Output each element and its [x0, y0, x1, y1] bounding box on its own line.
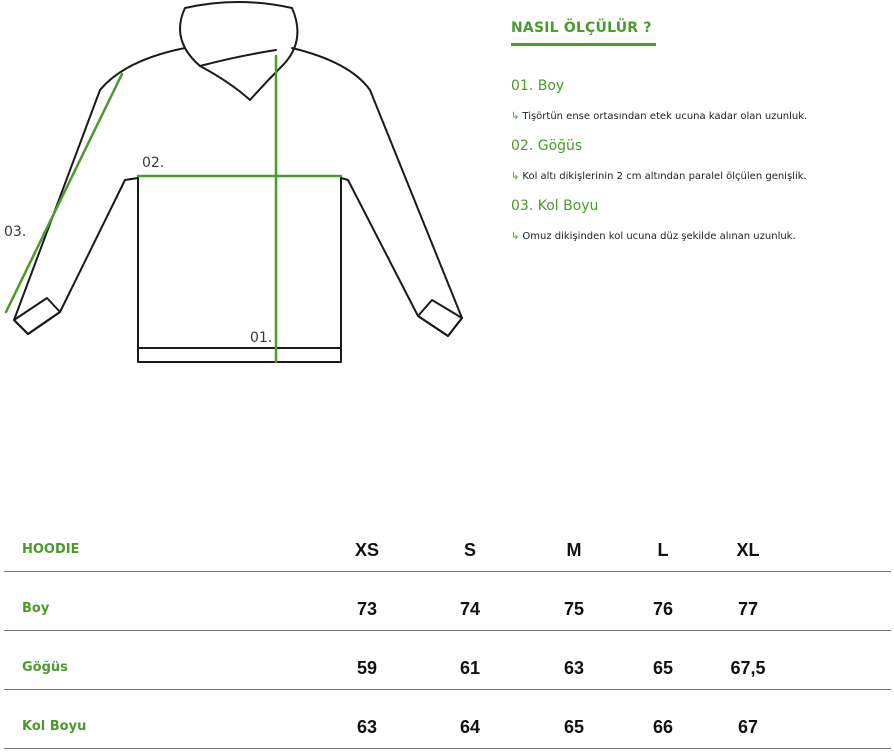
table-cell: 73 [356, 599, 378, 619]
table-cell: 75 [563, 599, 585, 619]
table-cell: 76 [652, 599, 674, 619]
size-header-xl: XL [736, 540, 760, 560]
diagram-label-boy: 01. [250, 330, 273, 346]
how-to-measure-title: NASIL ÖLÇÜLÜR ? [511, 20, 652, 36]
table-cell: 61 [459, 658, 481, 678]
table-cell: 66 [652, 717, 674, 737]
measure-desc-gogus: ↳ Kol altı dikişlerinin 2 cm altından paralel ölçülen genişlik. [511, 171, 807, 182]
size-header-xs: XS [354, 540, 379, 560]
table-product-label: HOODIE [22, 542, 80, 557]
arrow-icon: ↳ [511, 231, 520, 242]
table-cell: 67,5 [730, 658, 766, 678]
table-divider [4, 630, 891, 631]
diagram-label-gogus: 02. [142, 155, 165, 171]
measure-line-kol-boyu [6, 74, 122, 312]
size-header-s: S [463, 540, 476, 560]
arrow-icon: ↳ [511, 171, 520, 182]
table-cell: 74 [459, 599, 481, 619]
row-label-gogus: Göğüs [22, 660, 68, 675]
table-cell: 59 [356, 658, 378, 678]
row-label-boy: Boy [22, 601, 50, 616]
table-divider [4, 571, 891, 572]
measure-heading-kol-boyu: 03. Kol Boyu [511, 198, 599, 214]
size-header-m: M [566, 540, 582, 560]
row-label-kol-boyu: Kol Boyu [22, 719, 87, 734]
body-hem [138, 348, 341, 362]
measure-desc-kol-boyu: ↳ Omuz dikişinden kol ucuna düz şekilde alınan uzunluk. [511, 231, 796, 242]
table-cell: 63 [563, 658, 585, 678]
table-cell: 67 [737, 717, 759, 737]
body-outline [138, 178, 341, 348]
table-cell: 77 [737, 599, 759, 619]
table-divider [4, 689, 891, 690]
arrow-icon: ↳ [511, 111, 520, 122]
title-underline [511, 43, 656, 46]
hood-outline [180, 2, 297, 100]
table-cell: 63 [356, 717, 378, 737]
table-cell: 65 [563, 717, 585, 737]
measure-heading-boy: 01. Boy [511, 78, 565, 94]
table-cell: 64 [459, 717, 481, 737]
measure-desc-boy: ↳ Tişörtün ense ortasından etek ucuna kadar olan uzunluk. [511, 111, 808, 122]
right-shoulder-sleeve [292, 48, 462, 336]
hood-inner [200, 50, 276, 66]
diagram-label-kol-boyu: 03. [4, 224, 27, 240]
table-cell: 65 [652, 658, 674, 678]
measure-heading-gogus: 02. Göğüs [511, 138, 583, 154]
table-divider [4, 748, 891, 749]
hoodie-diagram [0, 0, 480, 380]
size-header-l: L [657, 540, 669, 560]
left-shoulder-sleeve [14, 48, 185, 334]
right-cuff [418, 300, 462, 336]
